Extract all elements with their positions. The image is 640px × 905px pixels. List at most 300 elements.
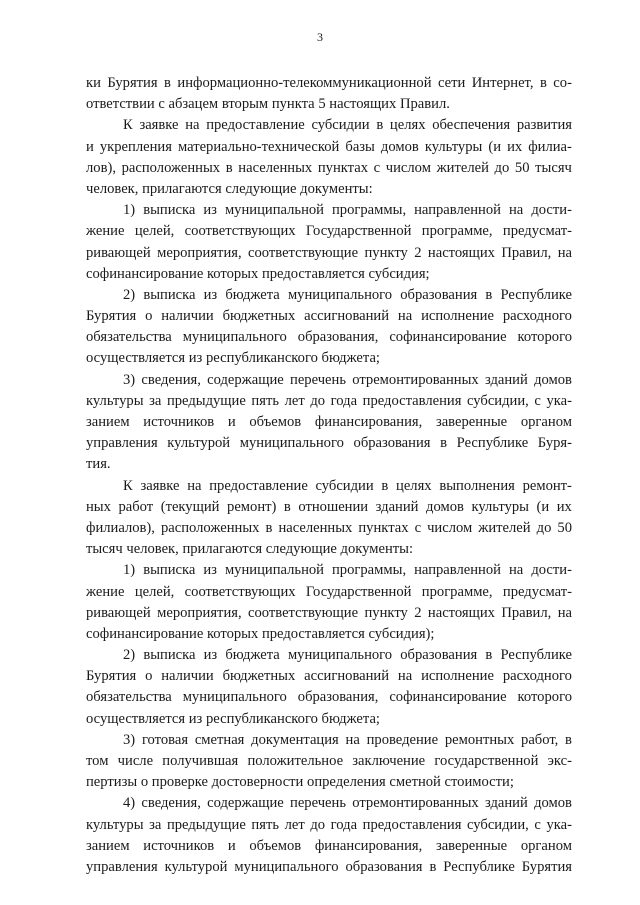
word: из (188, 350, 206, 367)
word: Республике (443, 858, 515, 875)
word: соответствующих (184, 583, 296, 600)
word: муниципального (287, 647, 393, 664)
word: Правил. (399, 96, 450, 113)
word: предыдущие (166, 816, 246, 833)
word: источников (143, 837, 215, 854)
word: органом (520, 837, 572, 854)
word: дости- (531, 202, 572, 219)
word: заявке (140, 477, 180, 494)
word: на (397, 668, 413, 685)
word: К (123, 117, 133, 134)
word: (и (536, 498, 550, 515)
word: Правил, (501, 604, 552, 621)
word: направленной (414, 202, 501, 219)
word: с (158, 96, 169, 113)
word: муниципального (287, 286, 393, 303)
word: 50 (514, 159, 530, 176)
word: документы: (300, 180, 373, 197)
text-line (86, 709, 572, 730)
text-line (86, 200, 572, 221)
text-line (86, 476, 572, 497)
word: отремонтированных (352, 795, 479, 812)
word: ассигнований (304, 308, 390, 325)
word: ремонтных (444, 731, 515, 748)
text-line (86, 391, 572, 412)
word: дости- (531, 562, 572, 579)
word: муниципального (182, 689, 287, 706)
word: ответствии (86, 96, 159, 113)
word: зданий (375, 498, 419, 515)
word: заверенные (435, 414, 508, 430)
text-line (86, 624, 572, 645)
word: в (283, 498, 291, 515)
word: управления (86, 435, 158, 452)
text-line (86, 412, 572, 433)
word: предоставляется (261, 265, 369, 282)
text-line (86, 137, 572, 158)
word: прилагаются (142, 180, 226, 197)
word: культурой (167, 435, 231, 452)
word: образования, (297, 689, 379, 706)
word: тысяч (535, 159, 572, 176)
word: выполнения (439, 477, 515, 494)
word: из (203, 562, 217, 579)
word: в (539, 75, 547, 91)
word: о (145, 668, 153, 685)
word: филиалов), (86, 519, 155, 536)
text-line (86, 158, 572, 179)
word: мероприятия, (157, 244, 242, 261)
word: ривающей (86, 244, 151, 261)
word: объемов (249, 414, 302, 430)
word: муниципального (234, 858, 339, 875)
word: наличии (161, 308, 214, 325)
word: на (397, 308, 413, 325)
word: за (149, 392, 162, 409)
word: до (536, 519, 552, 536)
word: бюджетных (222, 668, 296, 685)
word: 2 (414, 244, 422, 261)
word: вторым (221, 96, 272, 113)
word: занием (86, 837, 130, 854)
word: предоставление (206, 117, 305, 134)
word: отремонтированных (352, 371, 479, 388)
text-line (86, 433, 572, 454)
word: о (145, 308, 153, 325)
word: целей, (134, 223, 175, 240)
word: из (203, 286, 218, 303)
word: содержащие (207, 371, 284, 388)
word: со- (553, 75, 572, 91)
word: проведение (366, 731, 439, 748)
word: из (203, 202, 217, 219)
word: числе (117, 753, 154, 769)
word: в (381, 477, 389, 494)
text-line (86, 539, 572, 560)
word: укрепления (99, 138, 172, 155)
word: в (440, 435, 448, 452)
text-line (86, 857, 572, 878)
word: сети (437, 75, 466, 91)
word: стоимости; (444, 774, 514, 791)
word: культуры (86, 392, 144, 409)
word: расходного (502, 668, 572, 685)
word: на (557, 604, 572, 621)
word: бюджета (225, 647, 280, 664)
word: до (310, 392, 326, 409)
word: выписка (143, 286, 196, 303)
word: выписка (143, 562, 196, 579)
word: заявке (139, 117, 179, 134)
word: заключение (352, 753, 426, 769)
word: филиа- (528, 138, 572, 155)
word: абзацем (168, 96, 222, 113)
word: бюджета; (321, 350, 380, 367)
word: которых (206, 265, 262, 282)
word: предыдущие (166, 392, 246, 409)
word: 3) (123, 371, 136, 388)
word: информационно-телекоммуникационной (177, 75, 432, 91)
word: Государственной (305, 223, 412, 240)
word: в (376, 117, 384, 134)
word: на (187, 477, 202, 494)
word: жителей (436, 159, 489, 176)
text-line (86, 454, 572, 475)
word: с (414, 519, 422, 536)
word: осуществляется (86, 350, 189, 367)
word: культуры (86, 816, 144, 833)
text-line (86, 327, 572, 348)
word: которых (206, 625, 262, 642)
text-line (86, 221, 572, 242)
word: работ, (521, 731, 559, 748)
word: мероприятия, (157, 604, 242, 621)
word: ки (86, 75, 101, 91)
word: 2 (414, 604, 422, 621)
word: сметная (194, 731, 245, 748)
text-line (86, 645, 572, 666)
word: 4) (123, 795, 136, 812)
word: Бурятия (86, 308, 137, 325)
word: ремонт- (522, 477, 572, 494)
word: тысяч (86, 541, 127, 558)
word: программе, (421, 223, 493, 240)
word: образования (400, 647, 478, 664)
word: в (265, 519, 273, 536)
word: ука- (546, 392, 572, 409)
text-line (86, 243, 572, 264)
word: пять (251, 816, 279, 833)
word: материально-технической (177, 138, 340, 155)
word: софинансирование (389, 689, 507, 706)
word: жение (86, 583, 125, 600)
word: софинансирование (86, 625, 207, 642)
word: Республике (500, 647, 572, 664)
text-line (86, 264, 572, 285)
word: ассигнований (304, 668, 390, 685)
word: Интернет, (471, 75, 534, 91)
word: готовая (141, 731, 189, 748)
word: объемов (249, 837, 302, 854)
text-line (86, 687, 572, 708)
word: сметной (389, 774, 445, 791)
word: получившая (162, 753, 239, 769)
word: базы (345, 138, 375, 155)
word: человек, (86, 180, 143, 197)
word: муниципального (182, 329, 287, 346)
word: ных (86, 498, 111, 515)
word: на (557, 244, 572, 261)
word: муниципального (239, 435, 344, 452)
word: культуры (471, 498, 529, 515)
word: образования (400, 286, 478, 303)
word: муниципальной (224, 202, 324, 219)
word: культуры (424, 138, 483, 155)
word: и (227, 837, 236, 854)
word: культурой (164, 858, 228, 875)
word: лет (284, 816, 305, 833)
word: документы: (340, 541, 414, 558)
word: пунктах (358, 519, 409, 536)
word: в (565, 731, 572, 748)
word: содержащие (207, 795, 284, 812)
word: занием (86, 414, 130, 430)
word: экс- (547, 753, 572, 769)
word: выписка (143, 202, 196, 219)
word: (текущий (160, 498, 220, 515)
word: финансирования, (314, 837, 423, 854)
word: 50 (557, 519, 572, 536)
word: бюджета; (321, 710, 380, 727)
word: и (86, 138, 94, 155)
word: работ (118, 498, 154, 515)
word: софинансирование (389, 329, 507, 346)
word: домов (426, 498, 464, 515)
word: субсидии (311, 117, 370, 134)
word: источников (143, 414, 215, 430)
word: домов (380, 138, 419, 155)
word: соответствующие (248, 244, 359, 261)
word: до (494, 159, 510, 176)
word: исполнение (421, 668, 494, 685)
word: республиканского (205, 350, 322, 367)
word: до (310, 816, 326, 833)
word: наличии (161, 668, 214, 685)
word: субсидии (315, 477, 374, 494)
word: числом (385, 159, 431, 176)
word: субсидии, (467, 816, 529, 833)
word: пункту (364, 604, 408, 621)
word: их (556, 498, 572, 515)
word: образования (345, 858, 423, 875)
word: обязательства (86, 689, 172, 706)
word: домов (534, 371, 572, 388)
word: предоставления (362, 816, 462, 833)
word: целей, (134, 583, 175, 600)
word: достоверности (211, 774, 308, 791)
word: Буря- (537, 435, 572, 452)
text-line (86, 115, 572, 136)
text-line (86, 285, 572, 306)
text-line (86, 772, 572, 793)
text-line (86, 560, 572, 581)
word: соответствующих (184, 223, 296, 240)
word: жение (86, 223, 125, 240)
text-line (86, 751, 572, 772)
word: на (345, 731, 360, 748)
text-line (86, 94, 572, 115)
word: финансирования, (314, 414, 423, 430)
word: развития (516, 117, 572, 134)
word: программе, (421, 583, 493, 600)
word: зданий (484, 371, 528, 388)
text-line (86, 666, 572, 687)
word: управления (86, 858, 158, 875)
word: расходного (502, 308, 572, 325)
text-line (86, 815, 572, 836)
word: предоставляется (261, 625, 369, 642)
word: населенных (238, 159, 313, 176)
word: Бурятия (86, 668, 137, 685)
word: республиканского (205, 710, 322, 727)
word: прилагаются (182, 541, 266, 558)
word: пунктах (317, 159, 368, 176)
word: программы, (332, 562, 407, 579)
word: в (429, 858, 437, 875)
text-line (86, 793, 572, 814)
word: определения (307, 774, 390, 791)
word: в (485, 647, 493, 664)
word: 1) (123, 562, 136, 579)
word: предусмат- (502, 583, 572, 600)
word: (и (488, 138, 502, 155)
word: документация (251, 731, 339, 748)
word: настоящих (427, 604, 495, 621)
word: субсидия; (368, 265, 430, 282)
text-line (86, 179, 572, 200)
word: выписка (143, 647, 196, 664)
word: ривающей (86, 604, 151, 621)
word: предусмат- (502, 223, 572, 240)
word: расположенных (160, 519, 260, 536)
word: жителей (478, 519, 531, 536)
word: соответствующие (248, 604, 359, 621)
text-line (86, 518, 572, 539)
word: перечень (290, 795, 346, 812)
text-line (86, 582, 572, 603)
word: домов (534, 795, 572, 812)
word: настоящих (427, 244, 495, 261)
word: с (534, 816, 541, 833)
word: Правил, (501, 244, 552, 261)
word: обязательства (86, 329, 172, 346)
text-line (86, 497, 572, 518)
word: К (123, 477, 133, 494)
text-line (86, 370, 572, 391)
word: и (227, 414, 236, 430)
word: числом (427, 519, 473, 536)
word: зданий (484, 795, 528, 812)
word: Бурятия (107, 75, 158, 91)
word: пять (251, 392, 279, 409)
word: ука- (546, 816, 572, 833)
word: положительное (247, 753, 344, 769)
word: 3) (123, 731, 136, 748)
word: органом (520, 414, 572, 430)
word: Бурятия (521, 858, 572, 875)
word: с (534, 392, 541, 409)
word: предоставление (209, 477, 308, 494)
text-line (86, 836, 572, 857)
word: настоящих (329, 96, 400, 113)
word: с (373, 159, 381, 176)
word: на (509, 562, 524, 579)
word: направленной (414, 562, 501, 579)
word: на (185, 117, 200, 134)
word: отношении (298, 498, 369, 515)
word: года (330, 392, 358, 409)
text-line (86, 603, 572, 624)
word: года (330, 816, 358, 833)
word: тия. (86, 456, 111, 473)
page-number: 3 (317, 30, 323, 44)
word: лет (284, 392, 305, 409)
word: на (509, 202, 524, 219)
word: осуществляется (86, 710, 189, 727)
word: предоставления (362, 392, 462, 409)
word: образования, (297, 329, 379, 346)
word: заверенные (435, 837, 508, 854)
word: проверке (151, 774, 212, 791)
word: в (225, 159, 233, 176)
word: бюджета (225, 286, 280, 303)
text-line (86, 73, 572, 94)
word: из (203, 647, 218, 664)
word: пункта (271, 96, 319, 113)
word: сведения, (141, 371, 201, 388)
word: которого (517, 329, 572, 346)
word: исполнение (421, 308, 494, 325)
word: следующие (225, 180, 301, 197)
word: расположенных (121, 159, 221, 176)
word: их (507, 138, 523, 155)
word: программы, (332, 202, 407, 219)
word: софинансирование (86, 265, 207, 282)
word: перечень (290, 371, 346, 388)
word: Республике (456, 435, 529, 452)
word: субсидия); (368, 625, 435, 642)
word: 2) (123, 647, 136, 664)
text-line (86, 348, 572, 369)
word: сведения, (141, 795, 201, 812)
word: пертизы (86, 774, 141, 791)
word: о (140, 774, 152, 791)
document-body (86, 73, 572, 878)
word: из (188, 710, 206, 727)
text-line (86, 730, 572, 751)
text-line (86, 306, 572, 327)
word: бюджетных (222, 308, 296, 325)
word: Республике (500, 286, 572, 303)
word: человек, (126, 541, 183, 558)
word: пункту (364, 244, 408, 261)
word: в (485, 286, 493, 303)
word: населенных (278, 519, 353, 536)
word: целях (396, 477, 432, 494)
word: которого (517, 689, 572, 706)
word: обеспечения (432, 117, 511, 134)
word: государственной (434, 753, 539, 769)
